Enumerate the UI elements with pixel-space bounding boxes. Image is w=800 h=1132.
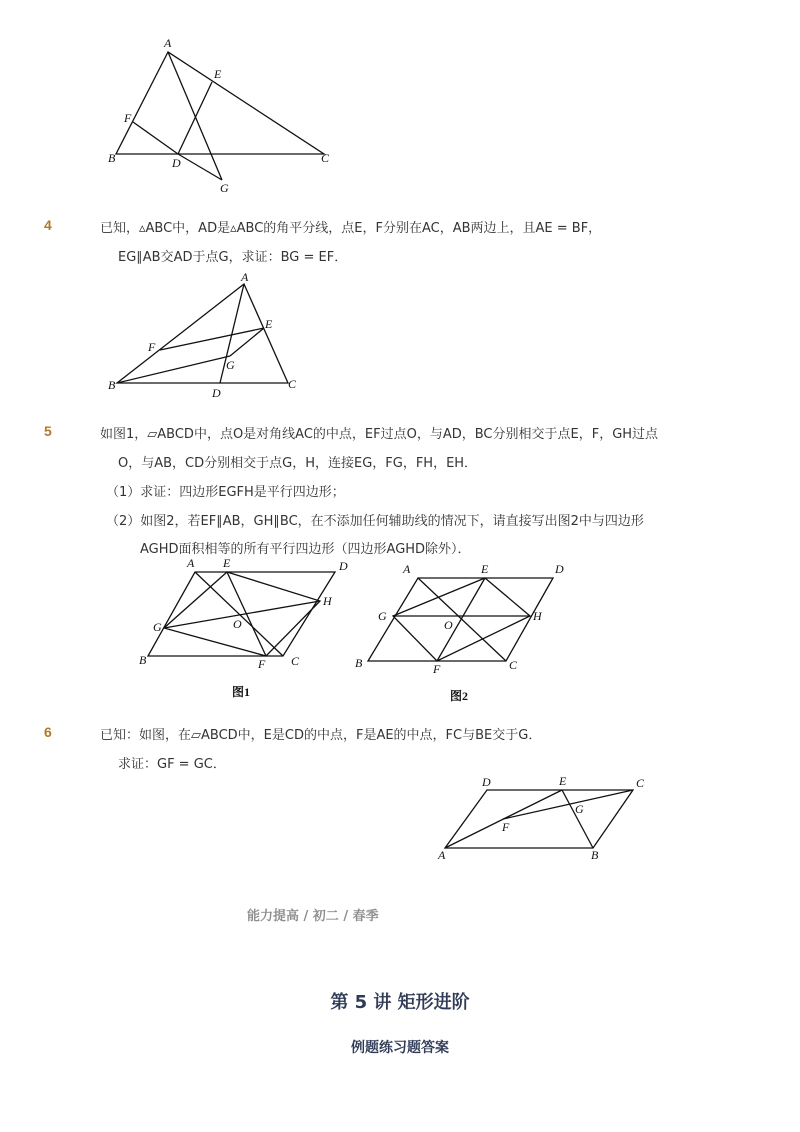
label-h-fig1: H	[323, 594, 332, 608]
label-o-fig1: O	[233, 617, 242, 631]
figure-problem4	[100, 270, 310, 405]
problem5-line3: （1）求证：四边形EGFH是平行四边形；	[106, 485, 345, 500]
label-b-4: B	[108, 378, 116, 392]
problem-number-4: 4	[44, 217, 52, 233]
page-footer: 能力提高 / 初二 / 春季	[247, 909, 379, 924]
label-d-fig1: D	[339, 559, 348, 573]
problem4-line1: 已知，▵ABC中，AD是▵ABC的角平分线，点E，F分别在AC，AB两边上，且AE = BF，	[100, 221, 602, 236]
label-f-6: F	[502, 820, 510, 834]
label-a: A	[164, 36, 172, 50]
segment-dg	[178, 154, 222, 180]
problem5-line4: （2）如图2，若EF∥AB，GH∥BC，在不添加任何辅助线的情况下，请直接写出图2中与四边形	[106, 514, 644, 529]
label-g-6: G	[575, 802, 584, 816]
label-f-4: F	[148, 340, 156, 354]
figure-problem5-fig2	[350, 558, 580, 683]
label-f: F	[124, 111, 132, 125]
label-h-fig2: H	[533, 609, 542, 623]
segment-fe-4	[160, 328, 264, 350]
label-e-6: E	[559, 774, 567, 788]
figure-triangle-top	[100, 30, 340, 200]
label-a-fig2: A	[403, 562, 411, 576]
caption-fig2: 图2	[450, 689, 469, 703]
label-c: C	[321, 151, 330, 165]
label-f-fig1: F	[258, 657, 266, 671]
problem5-line2: O，与AB，CD分别相交于点G，H，连接EG，FG，FH，EH．	[118, 456, 478, 471]
label-b-6: B	[591, 848, 599, 862]
label-g: G	[220, 181, 229, 195]
label-d-6: D	[482, 775, 491, 789]
label-g-fig2: G	[378, 609, 387, 623]
label-e: E	[214, 67, 222, 81]
segment-be-6	[562, 790, 593, 848]
problem-number-5: 5	[44, 423, 52, 439]
label-a-fig1: A	[187, 556, 195, 570]
label-f-fig2: F	[433, 662, 441, 676]
problem-number-6: 6	[44, 724, 52, 740]
label-e-fig2: E	[481, 562, 489, 576]
label-c-fig2: C	[509, 658, 518, 672]
label-a-6: A	[438, 848, 446, 862]
chapter-title: 第 5 讲 矩形进阶	[330, 992, 470, 1013]
label-d: D	[172, 156, 181, 170]
label-d-fig2: D	[555, 562, 564, 576]
chapter-subtitle: 例题练习题答案	[351, 1040, 449, 1056]
label-d-4: D	[212, 386, 221, 400]
problem5-line5: AGHD面积相等的所有平行四边形（四边形AGHD除外）．	[140, 542, 471, 557]
diagonal-ac-fig1	[195, 572, 283, 656]
label-e-fig1: E	[223, 556, 231, 570]
label-o-fig2: O	[444, 618, 453, 632]
label-g-4: G	[226, 358, 235, 372]
label-b-fig2: B	[355, 656, 363, 670]
segment-fc-6	[503, 790, 633, 819]
problem5-line1: 如图1，▱ABCD中，点O是对角线AC的中点，EF过点O，与AD，BC分别相交于点E，F，GH过点	[100, 427, 659, 442]
label-c-6: C	[636, 776, 645, 790]
label-c-fig1: C	[291, 654, 300, 668]
segment-fd	[133, 122, 178, 154]
label-c-4: C	[288, 377, 297, 391]
label-g-fig1: G	[153, 620, 162, 634]
label-b-fig1: B	[139, 653, 147, 667]
problem4-line2: EG∥AB交AD于点G，求证：BG = EF．	[118, 250, 348, 265]
parallelogram-abcd-6	[445, 790, 633, 848]
problem6-line1: 已知：如图，在▱ABCD中，E是CD的中点，F是AE的中点，FC与BE交于G．	[100, 728, 542, 743]
caption-fig1: 图1	[232, 685, 251, 699]
figure-problem6	[430, 770, 660, 870]
label-a-4: A	[241, 270, 249, 284]
problem6-line2: 求证：GF = GC．	[118, 757, 226, 772]
triangle-abc-4	[117, 284, 288, 383]
label-b: B	[108, 151, 116, 165]
label-e-4: E	[265, 317, 273, 331]
